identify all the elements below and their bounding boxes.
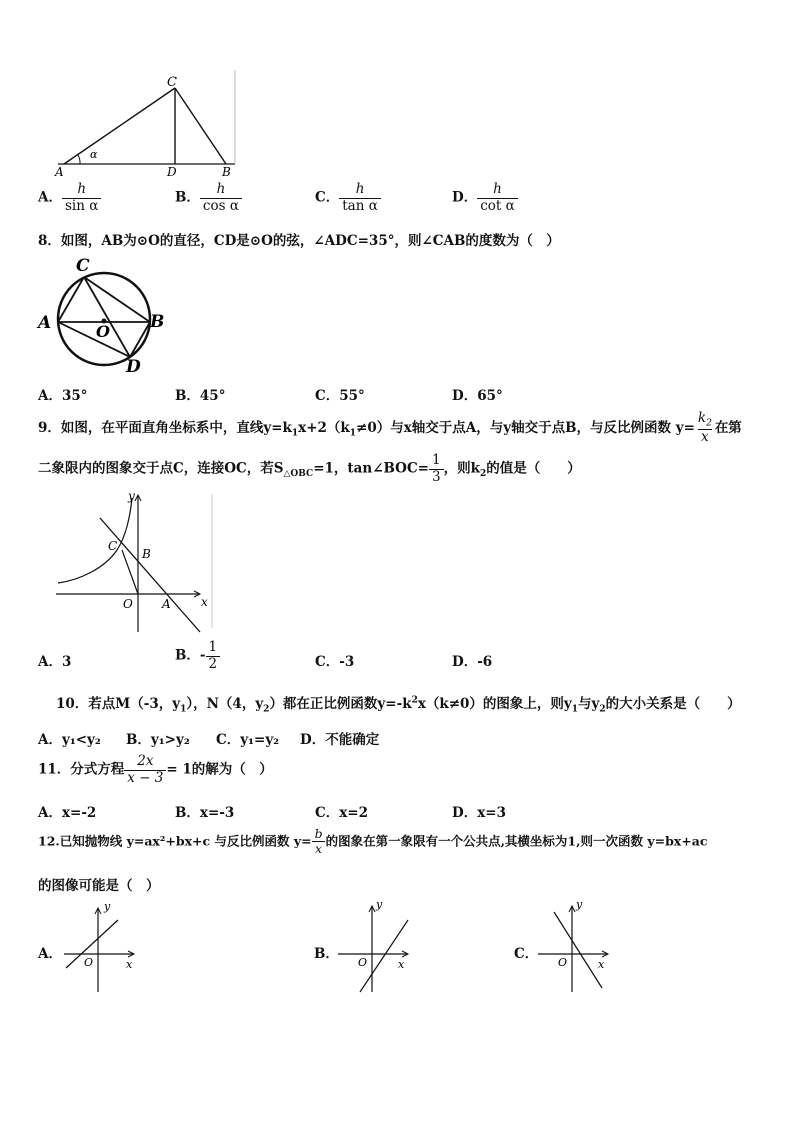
label-o: O	[123, 597, 133, 611]
label-c: C	[167, 75, 177, 90]
q11-option-b: B．x=-3	[175, 805, 235, 821]
svg-text:x: x	[598, 958, 605, 971]
label-x: x	[201, 595, 208, 609]
label-a: A	[38, 313, 52, 333]
q7-option-d: D． $\frac{h}{\text{cot α}}$	[452, 182, 518, 214]
svg-text:y: y	[104, 900, 111, 913]
label-y: y	[128, 489, 135, 503]
label-b: B	[142, 547, 151, 561]
q10-option-d: D．不能确定	[300, 732, 380, 748]
q9-option-a: A．3	[38, 654, 72, 670]
q7-option-c: C． $\frac{h}{\text{tan α}}$	[315, 182, 381, 214]
q7-option-b: B． $\frac{h}{\text{cos α}}$	[175, 182, 242, 214]
label-o: O	[96, 322, 110, 341]
label-b: B	[150, 312, 165, 332]
label-alpha: α	[90, 148, 98, 161]
q12-line-2: 的图像可能是（ ）	[38, 878, 160, 894]
q8-text: 8．如图，AB为⊙O的直径，CD是⊙O的弦，∠ADC=35°，则∠CAB的度数为（ ）	[38, 233, 560, 249]
svg-text:x: x	[126, 958, 133, 971]
q8-option-c: C．55°	[315, 388, 365, 404]
label-b: B	[222, 165, 231, 179]
q10-text: 10．若点M（-3，$y_1$），N（4，$y_2$）都在正比例函数$y=-k^2x(k\ne 0)$的图象上，则$y_1$与$y_2$的大小关系是（ ）	[56, 695, 741, 715]
q9-option-c: C．-3	[315, 654, 355, 670]
q10-option-a: A．y₁<y₂	[38, 732, 101, 748]
label-a: A	[162, 597, 171, 611]
q12-graph-c	[536, 898, 626, 995]
q12-graph-b	[336, 898, 426, 995]
q11-option-a: A．x=-2	[38, 805, 97, 821]
q12-option-c: C．	[514, 946, 539, 962]
svg-text:O: O	[84, 956, 94, 969]
q9-option-b: B．- $\frac{1}{2}$	[175, 640, 220, 672]
q8-option-a: A．35°	[38, 388, 88, 404]
label-d: D	[126, 357, 141, 375]
q11-option-d: D．x=3	[452, 805, 506, 821]
triangle-figure	[50, 70, 250, 182]
q7-option-a: A． $\frac{h}{\text{sin α}}$	[38, 182, 101, 214]
q10-option-c: C．y₁=y₂	[216, 732, 280, 748]
svg-text:y: y	[576, 898, 583, 911]
q9-option-d: D．-6	[452, 654, 493, 670]
circle-figure	[36, 255, 176, 375]
q8-option-d: D．65°	[452, 388, 503, 404]
q8-option-b: B．45°	[175, 388, 226, 404]
label-c: C	[108, 539, 118, 553]
svg-text:O: O	[558, 956, 568, 969]
q12-option-b: B．	[314, 946, 339, 962]
label-c: C	[76, 256, 90, 276]
q12-line-1: 12.已知抛物线 y=ax²+bx+c 与反比例函数 y= $\frac{b}{x}$ 的图象在第一象限有一个公共点,其横坐标为1,则一次函数 y=bx+ac	[38, 826, 708, 857]
svg-text:x: x	[398, 958, 405, 971]
q11-option-c: C．x=2	[315, 805, 368, 821]
q10-option-b: B．y₁>y₂	[126, 732, 190, 748]
q12-option-a: A．	[38, 946, 62, 962]
svg-text:O: O	[358, 956, 368, 969]
q9-line-2: 二象限内的图象交于点C，连接OC，若$S_{\triangle OBC}=1$，tan∠BOC= $\frac{1}{3}$ ，则$k_2$的值是（ ）	[38, 452, 581, 485]
q11-text: 11．分式方程 $\frac{2x}{x - 3}$ = 1的解为（ ）	[38, 753, 273, 786]
q12-graph-a	[60, 900, 150, 995]
coordinate-figure	[50, 488, 220, 636]
svg-text:y: y	[376, 898, 383, 911]
label-d: D	[167, 165, 177, 179]
q9-line-1: 9．如图，在平面直角坐标系中，直线$y=k_1x+2(k_1\ne 0)$与x轴交于点A，与y轴交于点B，与反比例函数 y= $\frac{k_2}{x}$ 在第	[38, 410, 742, 446]
label-a: A	[55, 165, 64, 179]
